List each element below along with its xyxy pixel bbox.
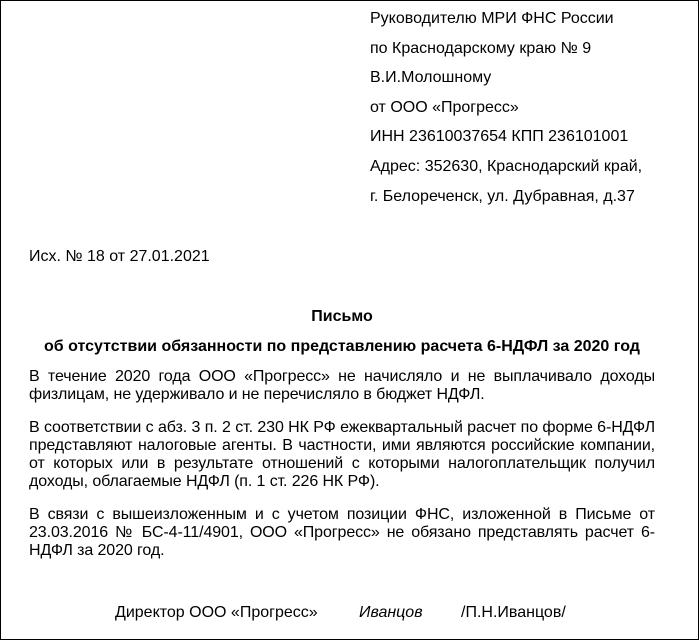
addressee-line-1: Руководителю МРИ ФНС России (370, 10, 614, 27)
addressee-line-4: от ООО «Прогресс» (370, 99, 519, 116)
paragraph-2: В соответствии с абз. 3 п. 2 ст. 230 НК РФ ежеквартальный расчет по форме 6-НДФЛ представляют налоговые агенты. В частности, ими являются российские компании, от которых или в результате отношений с которыми налогоплательщик получил доходы, облагаемые НДФЛ (п. 1 ст. 226 НК РФ). (29, 419, 655, 490)
paragraph-3: В связи с вышеизложенным и с учетом позиции ФНС, изложенной в Письме от 23.03.2016 № БС-4-11/4901, ООО «Прогресс» не обязано представлять расчет 6-НДФЛ за 2020 год. (29, 506, 655, 559)
addressee-line-6: Адрес: 352630, Краснодарский край, (370, 158, 643, 175)
handwritten-signature: Иванцов (359, 604, 423, 621)
addressee-line-7: г. Белореченск, ул. Дубравная, д.37 (370, 188, 635, 205)
addressee-line-3: В.И.Молошному (370, 69, 492, 86)
addressee-line-5: ИНН 23610037654 КПП 236101001 (370, 128, 629, 145)
signatory-name: /П.Н.Иванцов/ (461, 604, 566, 621)
paragraph-1: В течение 2020 года ООО «Прогресс» не начисляло и не выплачивало доходы физлицам, не удерживало и не перечисляло в бюджет НДФЛ. (29, 368, 655, 403)
signatory-position: Директор ООО «Прогресс» (115, 604, 318, 621)
addressee-line-2: по Краснодарскому краю № 9 (370, 40, 592, 57)
outgoing-reference: Исх. № 18 от 27.01.2021 (29, 248, 210, 265)
letter-subtitle: об отсутствии обязанности по представлению расчета 6-НДФЛ за 2020 год (44, 338, 640, 355)
letter-title: Письмо (311, 308, 373, 325)
